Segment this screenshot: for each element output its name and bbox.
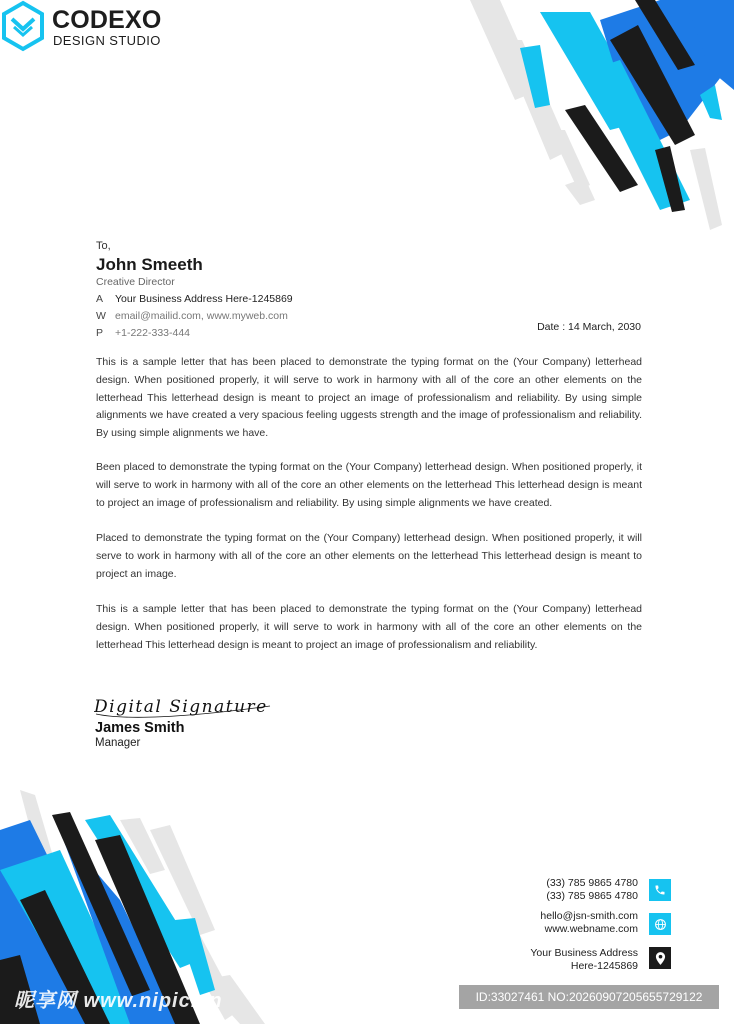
phone-row [96, 325, 396, 342]
web-key: W [96, 310, 106, 322]
brand-tagline: DESIGN STUDIO [53, 33, 161, 48]
web-row [96, 308, 396, 325]
letter-date: Date : 14 March, 2030 [537, 321, 641, 333]
contact-online [540, 910, 638, 935]
contact-address [530, 947, 638, 972]
contact-email: hello@jsn-smith.com [540, 910, 638, 922]
address-row [96, 291, 396, 308]
contact-web: www.webname.com [544, 922, 638, 935]
address-key: A [96, 293, 104, 305]
contact-phone-2: (33) 785 9865 4780 [546, 889, 638, 902]
handwritten-signature [94, 692, 272, 722]
signer-role: Manager [95, 737, 141, 749]
contact-phone-1: (33) 785 9865 4780 [546, 877, 638, 889]
phone-icon [649, 879, 671, 901]
body-paragraph-2: Been placed to demonstrate the typing format on the (Your Company) letterhead design. When positioned properly, it will serve to work in harmony with all of the core an other elements on the letterhead This letterhead design is meant to project an image of professionalism and reliability. By using simple alignments we have created. [96, 461, 642, 509]
site-watermark: 昵享网 www.nipic.cn [14, 990, 223, 1012]
brand-logo [0, 0, 170, 54]
location-pin-icon [649, 947, 671, 969]
image-id-bar: ID:33027461 NO:20260907205655729122 [459, 985, 719, 1009]
contact-phones [546, 877, 638, 902]
signer-name: James Smith [95, 720, 185, 736]
recipient-address: Your Business Address Here-1245869 [115, 293, 293, 305]
recipient-name: John Smeeth [96, 255, 203, 274]
contact-address-line-1: Your Business Address [530, 947, 638, 959]
recipient-block [96, 240, 396, 342]
to-label: To, [96, 240, 111, 252]
phone-key: P [96, 327, 104, 339]
body-paragraph-3: Placed to demonstrate the typing format on the (Your Company) letterhead design. When positioned properly, it will serve to work in harmony with all of the core an other elements on the letterhead This letterhead design is meant to project an image. [96, 532, 642, 580]
top-right-decoration [460, 0, 734, 235]
globe-icon [649, 913, 671, 935]
recipient-title: Creative Director [96, 276, 175, 288]
recipient-web: email@mailid.com, www.myweb.com [115, 310, 288, 322]
body-paragraph-1: This is a sample letter that has been placed to demonstrate the typing format on the (Your Company) letterhead design. When positioned properly, it will serve to work in harmony with all of the core an other elements on the letterhead This letterhead design is meant to project an image of professionalism and reliability. By using simple alignments we have created a very spacious feeling uggests strength and the image of professionalism and reliability. By using simple alignments we have. [96, 356, 642, 440]
recipient-phone: +1-222-333-444 [115, 327, 191, 339]
body-paragraph-4: This is a sample letter that has been placed to demonstrate the typing format on the (Your Company) letterhead design. When positioned properly, it will serve to work in harmony with all of the core an other elements on the letterhead This letterhead design is meant to project an image of professionalism and reliability. [96, 603, 642, 651]
hexagon-logo-icon [0, 0, 46, 52]
contact-address-line-2: Here-1245869 [570, 959, 638, 972]
svg-text:Digital Signature: Digital Signature [94, 697, 268, 717]
brand-name: CODEXO [52, 6, 162, 34]
